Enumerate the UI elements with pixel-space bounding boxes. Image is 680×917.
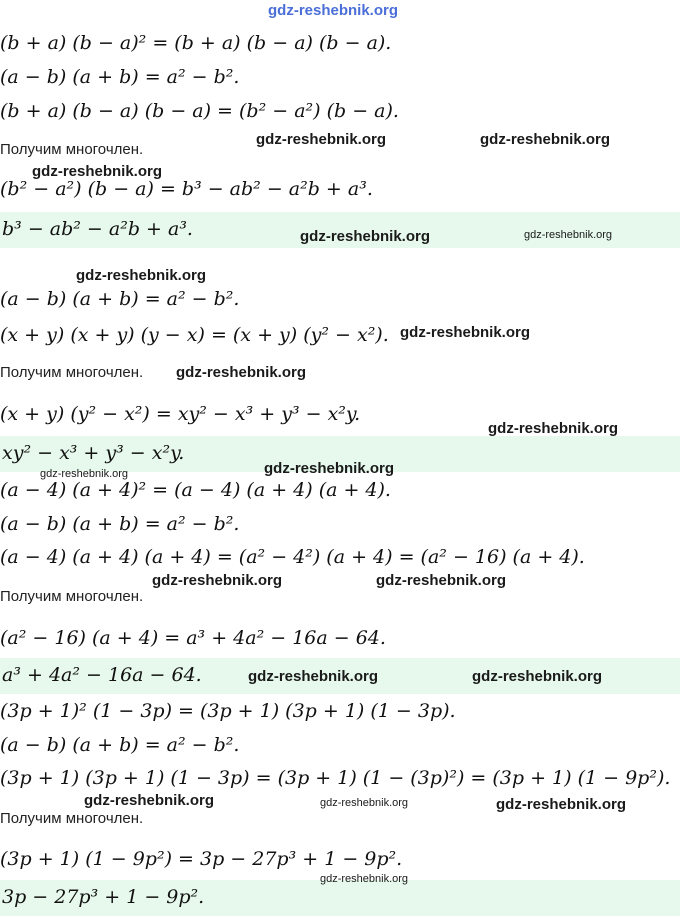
math-line: (a − 4) (a + 4)² = (a − 4) (a + 4) (a + 4). [0,479,391,501]
math-line: (3p + 1) (1 − 9p²) = 3p − 27p³ + 1 − 9p². [0,848,403,870]
watermark: gdz-reshebnik.org [248,668,379,685]
math-line: (3p + 1)² (1 − 3p) = (3p + 1) (3p + 1) (1 − 3p). [0,700,456,722]
watermark: gdz-reshebnik.org [32,163,163,180]
watermark: gdz-reshebnik.org [76,267,207,284]
watermark: gdz-reshebnik.org [256,131,387,148]
answer-highlight [0,880,680,916]
watermark: gdz-reshebnik.org [472,668,603,685]
math-line: (a − b) (a + b) = a² − b². [0,66,240,88]
watermark: gdz-reshebnik.org [176,364,307,381]
result-label: Получим многочлен. [0,364,144,381]
watermark: gdz-reshebnik.org [524,229,613,241]
math-line: (b² − a²) (b − a) = b³ − ab² − a²b + a³. [0,178,373,200]
watermark: gdz-reshebnik.org [320,873,409,885]
watermark: gdz-reshebnik.org [264,460,395,477]
answer-text: b³ − ab² − a²b + a³. [2,218,193,240]
math-line: (3p + 1) (3p + 1) (1 − 3p) = (3p + 1) (1 − (3p)²) = (3p + 1) (1 − 9p²). [0,767,671,789]
watermark: gdz-reshebnik.org [84,792,215,809]
math-line: (b + a) (b − a)² = (b + a) (b − a) (b − a). [0,32,392,54]
math-line: (b + a) (b − a) (b − a) = (b² − a²) (b − a). [0,100,399,122]
watermark: gdz-reshebnik.org [480,131,611,148]
math-line: (a − b) (a + b) = a² − b². [0,513,240,535]
answer-text: xy² − x³ + y³ − x²y. [2,442,185,464]
result-label: Получим многочлен. [0,141,144,158]
math-line: (a − b) (a + b) = a² − b². [0,734,240,756]
watermark: gdz-reshebnik.org [376,572,507,589]
math-line: (a² − 16) (a + 4) = a³ + 4a² − 16a − 64. [0,627,386,649]
watermark: gdz-reshebnik.org [152,572,283,589]
math-line: (a − b) (a + b) = a² − b². [0,288,240,310]
watermark: gdz-reshebnik.org [400,324,531,341]
watermark: gdz-reshebnik.org [320,797,409,809]
math-line: (x + y) (y² − x²) = xy² − x³ + y³ − x²y. [0,403,361,425]
math-line: (x + y) (x + y) (y − x) = (x + y) (y² − x²). [0,324,389,346]
answer-text: a³ + 4a² − 16a − 64. [2,664,202,686]
watermark: gdz-reshebnik.org [496,796,627,813]
watermark-top: gdz-reshebnik.org [268,2,399,19]
result-label: Получим многочлен. [0,588,144,605]
math-line: (a − 4) (a + 4) (a + 4) = (a² − 4²) (a + 4) = (a² − 16) (a + 4). [0,546,585,568]
watermark: gdz-reshebnik.org [40,468,129,480]
watermark: gdz-reshebnik.org [488,420,619,437]
watermark: gdz-reshebnik.org [300,228,431,245]
answer-text: 3p − 27p³ + 1 − 9p². [2,886,205,908]
result-label: Получим многочлен. [0,810,144,827]
